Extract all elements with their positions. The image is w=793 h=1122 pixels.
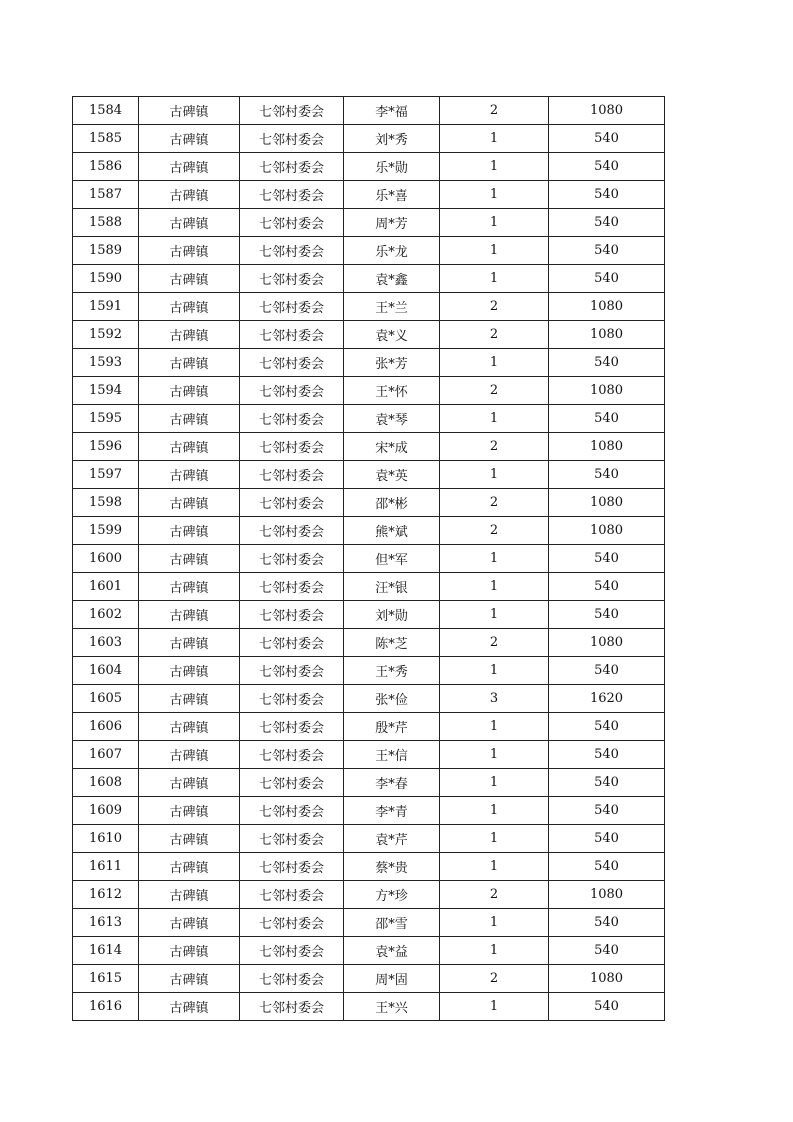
- amount-cell: 540: [549, 237, 665, 265]
- village-committee-cell: 七邻村委会: [240, 517, 344, 545]
- name-cell: 乐*龙: [344, 237, 440, 265]
- name-cell: 张*俭: [344, 685, 440, 713]
- name-cell: 王*怀: [344, 377, 440, 405]
- name-cell: 邵*雪: [344, 909, 440, 937]
- village-committee-cell: 七邻村委会: [240, 349, 344, 377]
- town-cell: 古碑镇: [139, 545, 240, 573]
- table-row: [73, 769, 665, 797]
- amount-cell: 540: [549, 461, 665, 489]
- row-number-cell: 1596: [73, 433, 139, 461]
- row-number-cell: 1602: [73, 601, 139, 629]
- town-cell: 古碑镇: [139, 909, 240, 937]
- village-committee-cell: 七邻村委会: [240, 601, 344, 629]
- table-row: [73, 293, 665, 321]
- row-number-cell: 1611: [73, 853, 139, 881]
- town-cell: 古碑镇: [139, 349, 240, 377]
- town-cell: 古碑镇: [139, 993, 240, 1021]
- count-cell: 1: [440, 657, 549, 685]
- amount-cell: 540: [549, 741, 665, 769]
- count-cell: 2: [440, 629, 549, 657]
- row-number-cell: 1600: [73, 545, 139, 573]
- village-committee-cell: 七邻村委会: [240, 405, 344, 433]
- amount-cell: 540: [549, 825, 665, 853]
- amount-cell: 1080: [549, 97, 665, 125]
- name-cell: 周*固: [344, 965, 440, 993]
- table-row: [73, 657, 665, 685]
- name-cell: 乐*喜: [344, 181, 440, 209]
- count-cell: 2: [440, 489, 549, 517]
- count-cell: 1: [440, 349, 549, 377]
- count-cell: 1: [440, 461, 549, 489]
- town-cell: 古碑镇: [139, 489, 240, 517]
- row-number-cell: 1595: [73, 405, 139, 433]
- name-cell: 王*信: [344, 741, 440, 769]
- table-row: [73, 573, 665, 601]
- name-cell: 宋*成: [344, 433, 440, 461]
- table-row: [73, 349, 665, 377]
- village-committee-cell: 七邻村委会: [240, 993, 344, 1021]
- row-number-cell: 1615: [73, 965, 139, 993]
- village-committee-cell: 七邻村委会: [240, 853, 344, 881]
- count-cell: 2: [440, 881, 549, 909]
- town-cell: 古碑镇: [139, 853, 240, 881]
- row-number-cell: 1614: [73, 937, 139, 965]
- amount-cell: 540: [549, 713, 665, 741]
- count-cell: 1: [440, 265, 549, 293]
- count-cell: 1: [440, 853, 549, 881]
- name-cell: 李*福: [344, 97, 440, 125]
- table-row: [73, 377, 665, 405]
- count-cell: 1: [440, 741, 549, 769]
- count-cell: 1: [440, 153, 549, 181]
- row-number-cell: 1607: [73, 741, 139, 769]
- village-committee-cell: 七邻村委会: [240, 153, 344, 181]
- village-committee-cell: 七邻村委会: [240, 377, 344, 405]
- village-committee-cell: 七邻村委会: [240, 965, 344, 993]
- amount-cell: 540: [549, 909, 665, 937]
- name-cell: 蔡*贵: [344, 853, 440, 881]
- amount-cell: 540: [549, 769, 665, 797]
- village-committee-cell: 七邻村委会: [240, 461, 344, 489]
- town-cell: 古碑镇: [139, 433, 240, 461]
- town-cell: 古碑镇: [139, 965, 240, 993]
- village-committee-cell: 七邻村委会: [240, 685, 344, 713]
- village-committee-cell: 七邻村委会: [240, 713, 344, 741]
- name-cell: 王*秀: [344, 657, 440, 685]
- table-row: [73, 125, 665, 153]
- row-number-cell: 1612: [73, 881, 139, 909]
- table-row: [73, 797, 665, 825]
- town-cell: 古碑镇: [139, 769, 240, 797]
- village-committee-cell: 七邻村委会: [240, 321, 344, 349]
- amount-cell: 540: [549, 349, 665, 377]
- village-committee-cell: 七邻村委会: [240, 97, 344, 125]
- town-cell: 古碑镇: [139, 629, 240, 657]
- village-committee-cell: 七邻村委会: [240, 489, 344, 517]
- name-cell: 方*珍: [344, 881, 440, 909]
- town-cell: 古碑镇: [139, 713, 240, 741]
- town-cell: 古碑镇: [139, 601, 240, 629]
- row-number-cell: 1601: [73, 573, 139, 601]
- town-cell: 古碑镇: [139, 125, 240, 153]
- count-cell: 1: [440, 769, 549, 797]
- table-row: [73, 993, 665, 1021]
- count-cell: 1: [440, 601, 549, 629]
- row-number-cell: 1592: [73, 321, 139, 349]
- name-cell: 袁*琴: [344, 405, 440, 433]
- town-cell: 古碑镇: [139, 265, 240, 293]
- amount-cell: 1080: [549, 517, 665, 545]
- row-number-cell: 1587: [73, 181, 139, 209]
- town-cell: 古碑镇: [139, 657, 240, 685]
- town-cell: 古碑镇: [139, 797, 240, 825]
- town-cell: 古碑镇: [139, 181, 240, 209]
- town-cell: 古碑镇: [139, 405, 240, 433]
- row-number-cell: 1586: [73, 153, 139, 181]
- village-committee-cell: 七邻村委会: [240, 209, 344, 237]
- row-number-cell: 1584: [73, 97, 139, 125]
- village-committee-cell: 七邻村委会: [240, 881, 344, 909]
- amount-cell: 1080: [549, 293, 665, 321]
- amount-cell: 540: [549, 545, 665, 573]
- village-committee-cell: 七邻村委会: [240, 433, 344, 461]
- count-cell: 1: [440, 181, 549, 209]
- row-number-cell: 1604: [73, 657, 139, 685]
- name-cell: 乐*勋: [344, 153, 440, 181]
- town-cell: 古碑镇: [139, 517, 240, 545]
- count-cell: 2: [440, 965, 549, 993]
- table-row: [73, 685, 665, 713]
- count-cell: 2: [440, 293, 549, 321]
- table-row: [73, 97, 665, 125]
- table-row: [73, 433, 665, 461]
- name-cell: 邵*彬: [344, 489, 440, 517]
- row-number-cell: 1609: [73, 797, 139, 825]
- village-committee-cell: 七邻村委会: [240, 545, 344, 573]
- town-cell: 古碑镇: [139, 237, 240, 265]
- name-cell: 袁*益: [344, 937, 440, 965]
- amount-cell: 1080: [549, 881, 665, 909]
- table-row: [73, 321, 665, 349]
- amount-cell: 540: [549, 265, 665, 293]
- village-committee-cell: 七邻村委会: [240, 741, 344, 769]
- amount-cell: 1080: [549, 377, 665, 405]
- amount-cell: 540: [549, 937, 665, 965]
- row-number-cell: 1590: [73, 265, 139, 293]
- table-row: [73, 181, 665, 209]
- table-row: [73, 853, 665, 881]
- town-cell: 古碑镇: [139, 685, 240, 713]
- table-row: [73, 881, 665, 909]
- village-committee-cell: 七邻村委会: [240, 237, 344, 265]
- name-cell: 李*春: [344, 769, 440, 797]
- amount-cell: 540: [549, 797, 665, 825]
- table-row: [73, 909, 665, 937]
- amount-cell: 540: [549, 125, 665, 153]
- village-committee-cell: 七邻村委会: [240, 909, 344, 937]
- amount-cell: 1080: [549, 321, 665, 349]
- table-row: [73, 461, 665, 489]
- town-cell: 古碑镇: [139, 881, 240, 909]
- amount-cell: 540: [549, 573, 665, 601]
- count-cell: 1: [440, 573, 549, 601]
- village-committee-cell: 七邻村委会: [240, 125, 344, 153]
- amount-cell: 1080: [549, 629, 665, 657]
- town-cell: 古碑镇: [139, 153, 240, 181]
- table-row: [73, 545, 665, 573]
- count-cell: 2: [440, 97, 549, 125]
- row-number-cell: 1610: [73, 825, 139, 853]
- town-cell: 古碑镇: [139, 825, 240, 853]
- row-number-cell: 1605: [73, 685, 139, 713]
- name-cell: 张*芳: [344, 349, 440, 377]
- count-cell: 1: [440, 713, 549, 741]
- row-number-cell: 1616: [73, 993, 139, 1021]
- name-cell: 王*兰: [344, 293, 440, 321]
- row-number-cell: 1608: [73, 769, 139, 797]
- name-cell: 但*军: [344, 545, 440, 573]
- amount-cell: 540: [549, 657, 665, 685]
- table-row: [73, 209, 665, 237]
- count-cell: 2: [440, 377, 549, 405]
- row-number-cell: 1606: [73, 713, 139, 741]
- name-cell: 袁*英: [344, 461, 440, 489]
- table-row: [73, 741, 665, 769]
- town-cell: 古碑镇: [139, 293, 240, 321]
- village-committee-cell: 七邻村委会: [240, 657, 344, 685]
- town-cell: 古碑镇: [139, 377, 240, 405]
- name-cell: 王*兴: [344, 993, 440, 1021]
- row-number-cell: 1593: [73, 349, 139, 377]
- amount-cell: 540: [549, 209, 665, 237]
- table-row: [73, 825, 665, 853]
- table-row: [73, 265, 665, 293]
- name-cell: 袁*芹: [344, 825, 440, 853]
- village-committee-cell: 七邻村委会: [240, 573, 344, 601]
- row-number-cell: 1598: [73, 489, 139, 517]
- amount-cell: 540: [549, 993, 665, 1021]
- name-cell: 汪*银: [344, 573, 440, 601]
- table-body: [73, 97, 665, 1021]
- village-committee-cell: 七邻村委会: [240, 769, 344, 797]
- town-cell: 古碑镇: [139, 461, 240, 489]
- amount-cell: 1080: [549, 965, 665, 993]
- table-row: [73, 237, 665, 265]
- data-table: [72, 96, 665, 1021]
- count-cell: 1: [440, 125, 549, 153]
- count-cell: 1: [440, 797, 549, 825]
- row-number-cell: 1613: [73, 909, 139, 937]
- village-committee-cell: 七邻村委会: [240, 825, 344, 853]
- count-cell: 3: [440, 685, 549, 713]
- amount-cell: 540: [549, 153, 665, 181]
- village-committee-cell: 七邻村委会: [240, 181, 344, 209]
- name-cell: 刘*秀: [344, 125, 440, 153]
- village-committee-cell: 七邻村委会: [240, 293, 344, 321]
- count-cell: 1: [440, 993, 549, 1021]
- town-cell: 古碑镇: [139, 209, 240, 237]
- row-number-cell: 1603: [73, 629, 139, 657]
- count-cell: 1: [440, 237, 549, 265]
- count-cell: 1: [440, 545, 549, 573]
- count-cell: 1: [440, 937, 549, 965]
- village-committee-cell: 七邻村委会: [240, 265, 344, 293]
- name-cell: 袁*义: [344, 321, 440, 349]
- village-committee-cell: 七邻村委会: [240, 629, 344, 657]
- table-row: [73, 713, 665, 741]
- count-cell: 1: [440, 209, 549, 237]
- table-row: [73, 405, 665, 433]
- row-number-cell: 1597: [73, 461, 139, 489]
- name-cell: 李*青: [344, 797, 440, 825]
- town-cell: 古碑镇: [139, 937, 240, 965]
- name-cell: 周*芳: [344, 209, 440, 237]
- amount-cell: 1080: [549, 489, 665, 517]
- table-row: [73, 517, 665, 545]
- amount-cell: 540: [549, 853, 665, 881]
- name-cell: 熊*斌: [344, 517, 440, 545]
- amount-cell: 1080: [549, 433, 665, 461]
- town-cell: 古碑镇: [139, 741, 240, 769]
- village-committee-cell: 七邻村委会: [240, 937, 344, 965]
- count-cell: 2: [440, 321, 549, 349]
- table-row: [73, 965, 665, 993]
- count-cell: 1: [440, 825, 549, 853]
- count-cell: 2: [440, 433, 549, 461]
- table-row: [73, 489, 665, 517]
- row-number-cell: 1591: [73, 293, 139, 321]
- name-cell: 袁*鑫: [344, 265, 440, 293]
- amount-cell: 540: [549, 601, 665, 629]
- row-number-cell: 1599: [73, 517, 139, 545]
- amount-cell: 1620: [549, 685, 665, 713]
- name-cell: 刘*勋: [344, 601, 440, 629]
- table-row: [73, 937, 665, 965]
- table-row: [73, 629, 665, 657]
- row-number-cell: 1594: [73, 377, 139, 405]
- row-number-cell: 1585: [73, 125, 139, 153]
- name-cell: 陈*芝: [344, 629, 440, 657]
- count-cell: 2: [440, 517, 549, 545]
- row-number-cell: 1588: [73, 209, 139, 237]
- village-committee-cell: 七邻村委会: [240, 797, 344, 825]
- row-number-cell: 1589: [73, 237, 139, 265]
- amount-cell: 540: [549, 181, 665, 209]
- amount-cell: 540: [549, 405, 665, 433]
- table-row: [73, 153, 665, 181]
- town-cell: 古碑镇: [139, 573, 240, 601]
- name-cell: 殷*芹: [344, 713, 440, 741]
- table-row: [73, 601, 665, 629]
- count-cell: 1: [440, 405, 549, 433]
- town-cell: 古碑镇: [139, 321, 240, 349]
- count-cell: 1: [440, 909, 549, 937]
- town-cell: 古碑镇: [139, 97, 240, 125]
